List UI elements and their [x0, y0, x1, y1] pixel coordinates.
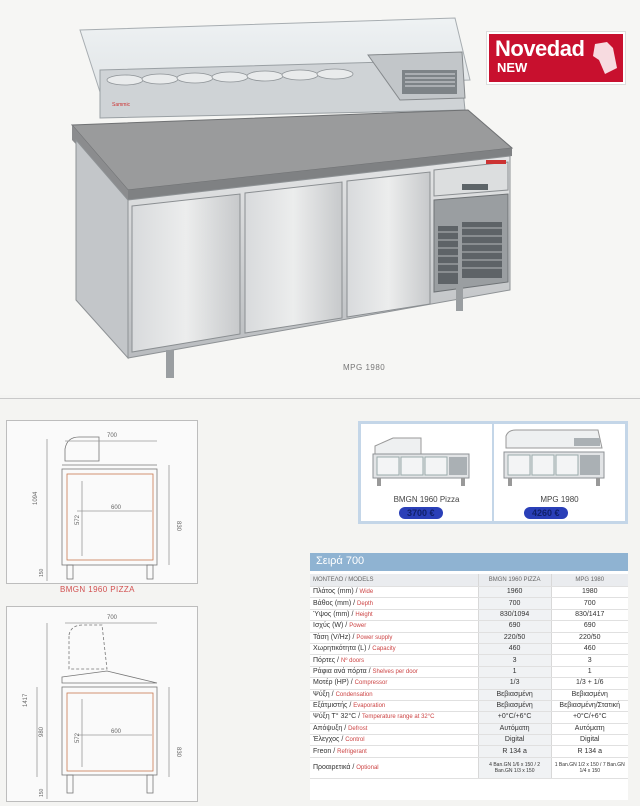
- side-view-drawing-2: [7, 607, 197, 801]
- row-label-en: Condensation: [335, 691, 373, 698]
- spec-table: [310, 574, 628, 779]
- row-value-bmgn: 830/1094: [478, 609, 551, 620]
- table-row: [310, 632, 628, 643]
- dim-inner-h: 572: [75, 514, 81, 525]
- row-label-en: Shelves per door: [372, 668, 418, 675]
- table-row: [310, 723, 628, 734]
- row-label-gr: Ψύξη Τ° 32°C: [313, 713, 357, 721]
- novedad-badge: [487, 32, 625, 84]
- row-label: Πλάτος (mm) / Wide: [310, 587, 478, 598]
- row-label: Μοτέρ (HP) / Compressor: [310, 678, 478, 689]
- row-value-bmgn: 1: [478, 666, 551, 677]
- row-value-mpg: 1: [551, 666, 628, 677]
- row-label: Freon / Refrigerant: [310, 746, 478, 757]
- table-row: [310, 621, 628, 632]
- row-label-gr: Πόρτες: [313, 656, 336, 664]
- row-label: Τάση (V/Hz) / Power supply: [310, 632, 478, 643]
- side-view-drawing: [7, 421, 197, 583]
- row-label: Ισχύς (W) / Power: [310, 621, 478, 632]
- row-label: Χωρητικότητα (L) / Capacity: [310, 643, 478, 654]
- row-value-mpg: 700: [551, 598, 628, 609]
- table-row: [310, 655, 628, 666]
- row-label-en: Compressor: [354, 680, 388, 687]
- row-label-gr: Ράφια ανά πόρτα: [313, 667, 367, 675]
- row-label-gr: Ισχύς (W): [313, 622, 344, 630]
- price-card: [361, 424, 492, 521]
- row-label-en: Nº doors: [340, 657, 365, 664]
- row-label-gr: Ψύξη: [313, 690, 330, 698]
- dim-height-total-2: 1417: [23, 693, 29, 707]
- row-value-bmgn: Βεβιασμένη: [478, 700, 551, 711]
- photo-caption: MPG 1980: [343, 363, 386, 372]
- spec-title: Σειρά 700: [316, 555, 365, 567]
- table-row: [310, 712, 628, 723]
- dim-side-2: 830: [175, 747, 181, 758]
- row-value-bmgn: R 134 a: [478, 746, 551, 757]
- row-label: Ψύξη / Condensation: [310, 689, 478, 700]
- row-label: Ψύξη Τ° 32°C / Temperature range at 32°C: [310, 712, 478, 723]
- table-row: [310, 643, 628, 654]
- row-label: Βάθος (mm) / Depth: [310, 598, 478, 609]
- table-row: [310, 609, 628, 620]
- row-label-en: Control: [345, 737, 365, 744]
- table-row: [310, 598, 628, 609]
- table-header-row: [310, 574, 628, 587]
- dim-width-2: 700: [107, 615, 118, 621]
- row-value-mpg: 460: [551, 643, 628, 654]
- row-value-mpg: Βεβιασμένη: [551, 689, 628, 700]
- row-label-gr: Τάση (V/Hz): [313, 633, 351, 641]
- row-value-bmgn: Βεβιασμένη: [478, 689, 551, 700]
- header-col2: MPG 1980: [551, 574, 628, 587]
- row-value-bmgn: 690: [478, 621, 551, 632]
- price-value: 3700 €: [399, 507, 443, 519]
- row-label-en: Depth: [357, 600, 374, 607]
- divider: [0, 398, 640, 399]
- table-row: [310, 587, 628, 598]
- price-value: 4260 €: [524, 507, 568, 519]
- row-label-en: Evaporation: [353, 703, 386, 710]
- row-label-gr: Freon: [313, 747, 332, 755]
- price-panel: [358, 421, 628, 524]
- row-value-bmgn: 4 Ban.GN 1/6 x 150 / 2 Ban.GN 1/3 x 150: [478, 757, 551, 778]
- row-value-bmgn: +0°C/+6°C: [478, 712, 551, 723]
- row-value-mpg: Αυτόματη: [551, 723, 628, 734]
- row-label-gr: Χωρητικότητα (L): [313, 645, 367, 653]
- price-card: [494, 424, 625, 521]
- hand-pointer-icon: [589, 38, 619, 76]
- row-label: Απόψυξη / Defrost: [310, 723, 478, 734]
- row-label-en: Power: [349, 623, 367, 630]
- price-model: MPG 1980: [540, 495, 579, 504]
- row-value-bmgn: 220/50: [478, 632, 551, 643]
- table-row: [310, 746, 628, 757]
- row-value-mpg: Digital: [551, 735, 628, 746]
- svg-text:Sammic: Sammic: [112, 102, 131, 108]
- row-value-mpg: 1/3 + 1/6: [551, 678, 628, 689]
- row-value-mpg: 690: [551, 621, 628, 632]
- row-label-en: Refrigerant: [337, 748, 367, 755]
- row-label-gr: Βάθος (mm): [313, 599, 352, 607]
- row-value-mpg: +0°C/+6°C: [551, 712, 628, 723]
- row-value-bmgn: 1/3: [478, 678, 551, 689]
- table-row: [310, 666, 628, 677]
- row-label-gr: Ύψος (mm): [313, 610, 350, 618]
- dim-base-2: 150: [39, 788, 45, 797]
- row-label-en: Defrost: [348, 725, 368, 732]
- row-value-mpg: 830/1417: [551, 609, 628, 620]
- dim-inner-w-2: 600: [111, 729, 122, 735]
- row-label: Ράφια ανά πόρτα / Shelves per door: [310, 666, 478, 677]
- row-value-mpg: 1980: [551, 587, 628, 598]
- counter-thumbnail: [361, 424, 492, 492]
- header-col1: BMGN 1960 PIZZA: [478, 574, 551, 587]
- dim-height-body-2: 980: [39, 726, 45, 737]
- table-row: [310, 735, 628, 746]
- drawing-label: BMGN 1960 PIZZA: [60, 585, 135, 594]
- badge-subtitle: NEW: [497, 60, 528, 75]
- table-row: [310, 700, 628, 711]
- row-value-mpg: Βεβιασμένη/Στατική: [551, 700, 628, 711]
- counter-thumbnail: [494, 424, 625, 492]
- row-value-mpg: 220/50: [551, 632, 628, 643]
- table-row-optional: [310, 757, 628, 778]
- row-label: Εξάτμιστής / Evaporation: [310, 700, 478, 711]
- row-label-gr: Πλάτος (mm): [313, 588, 354, 596]
- row-value-mpg: R 134 a: [551, 746, 628, 757]
- row-label-en: Height: [355, 611, 373, 618]
- row-value-bmgn: 700: [478, 598, 551, 609]
- dim-inner-h-2: 572: [75, 732, 81, 743]
- technical-drawing-bmgn: [6, 420, 198, 584]
- dim-inner-w: 600: [111, 505, 122, 511]
- row-label-en: Wide: [359, 589, 374, 596]
- row-label: Ύψος (mm) / Height: [310, 609, 478, 620]
- row-value-bmgn: 1960: [478, 587, 551, 598]
- row-label-gr: Μοτέρ (HP): [313, 679, 349, 687]
- table-row: [310, 689, 628, 700]
- row-label-gr: Εξάτμιστής: [313, 702, 348, 710]
- row-label: Έλεγχος / Control: [310, 735, 478, 746]
- technical-drawing-mpg: [6, 606, 198, 802]
- spec-header: [310, 553, 628, 571]
- header-label: ΜΟΝΤΕΛΟ / MODELS: [310, 574, 478, 587]
- row-label: Προαιρετικά / Optional: [310, 757, 478, 778]
- row-label-en: Power supply: [356, 634, 393, 641]
- row-label-gr: Προαιρετικά: [313, 763, 351, 771]
- badge-title: Novedad: [495, 36, 585, 61]
- spec-table-panel: [310, 553, 628, 800]
- price-model: BMGN 1960 Pizza: [393, 495, 460, 504]
- dim-base: 150: [39, 568, 45, 577]
- row-label-gr: Απόψυξη: [313, 724, 343, 732]
- dim-height-body: 830: [175, 521, 181, 532]
- dim-height-total: 1094: [33, 491, 39, 505]
- row-label-gr: Έλεγχος: [313, 736, 340, 744]
- row-value-bmgn: 3: [478, 655, 551, 666]
- row-label-en: Optional: [356, 764, 379, 771]
- row-label-en: Temperature range at 32°C: [362, 714, 435, 721]
- row-label: Πόρτες / Nº doors: [310, 655, 478, 666]
- dim-width: 700: [107, 433, 118, 439]
- row-value-bmgn: Αυτόματη: [478, 723, 551, 734]
- row-value-bmgn: Digital: [478, 735, 551, 746]
- row-value-mpg: 3: [551, 655, 628, 666]
- row-value-mpg: 1 Ban.GN 1/2 x 150 / 7 Ban.GN 1/4 x 150: [551, 757, 628, 778]
- table-row: [310, 678, 628, 689]
- row-value-bmgn: 460: [478, 643, 551, 654]
- row-label-en: Capacity: [372, 646, 396, 653]
